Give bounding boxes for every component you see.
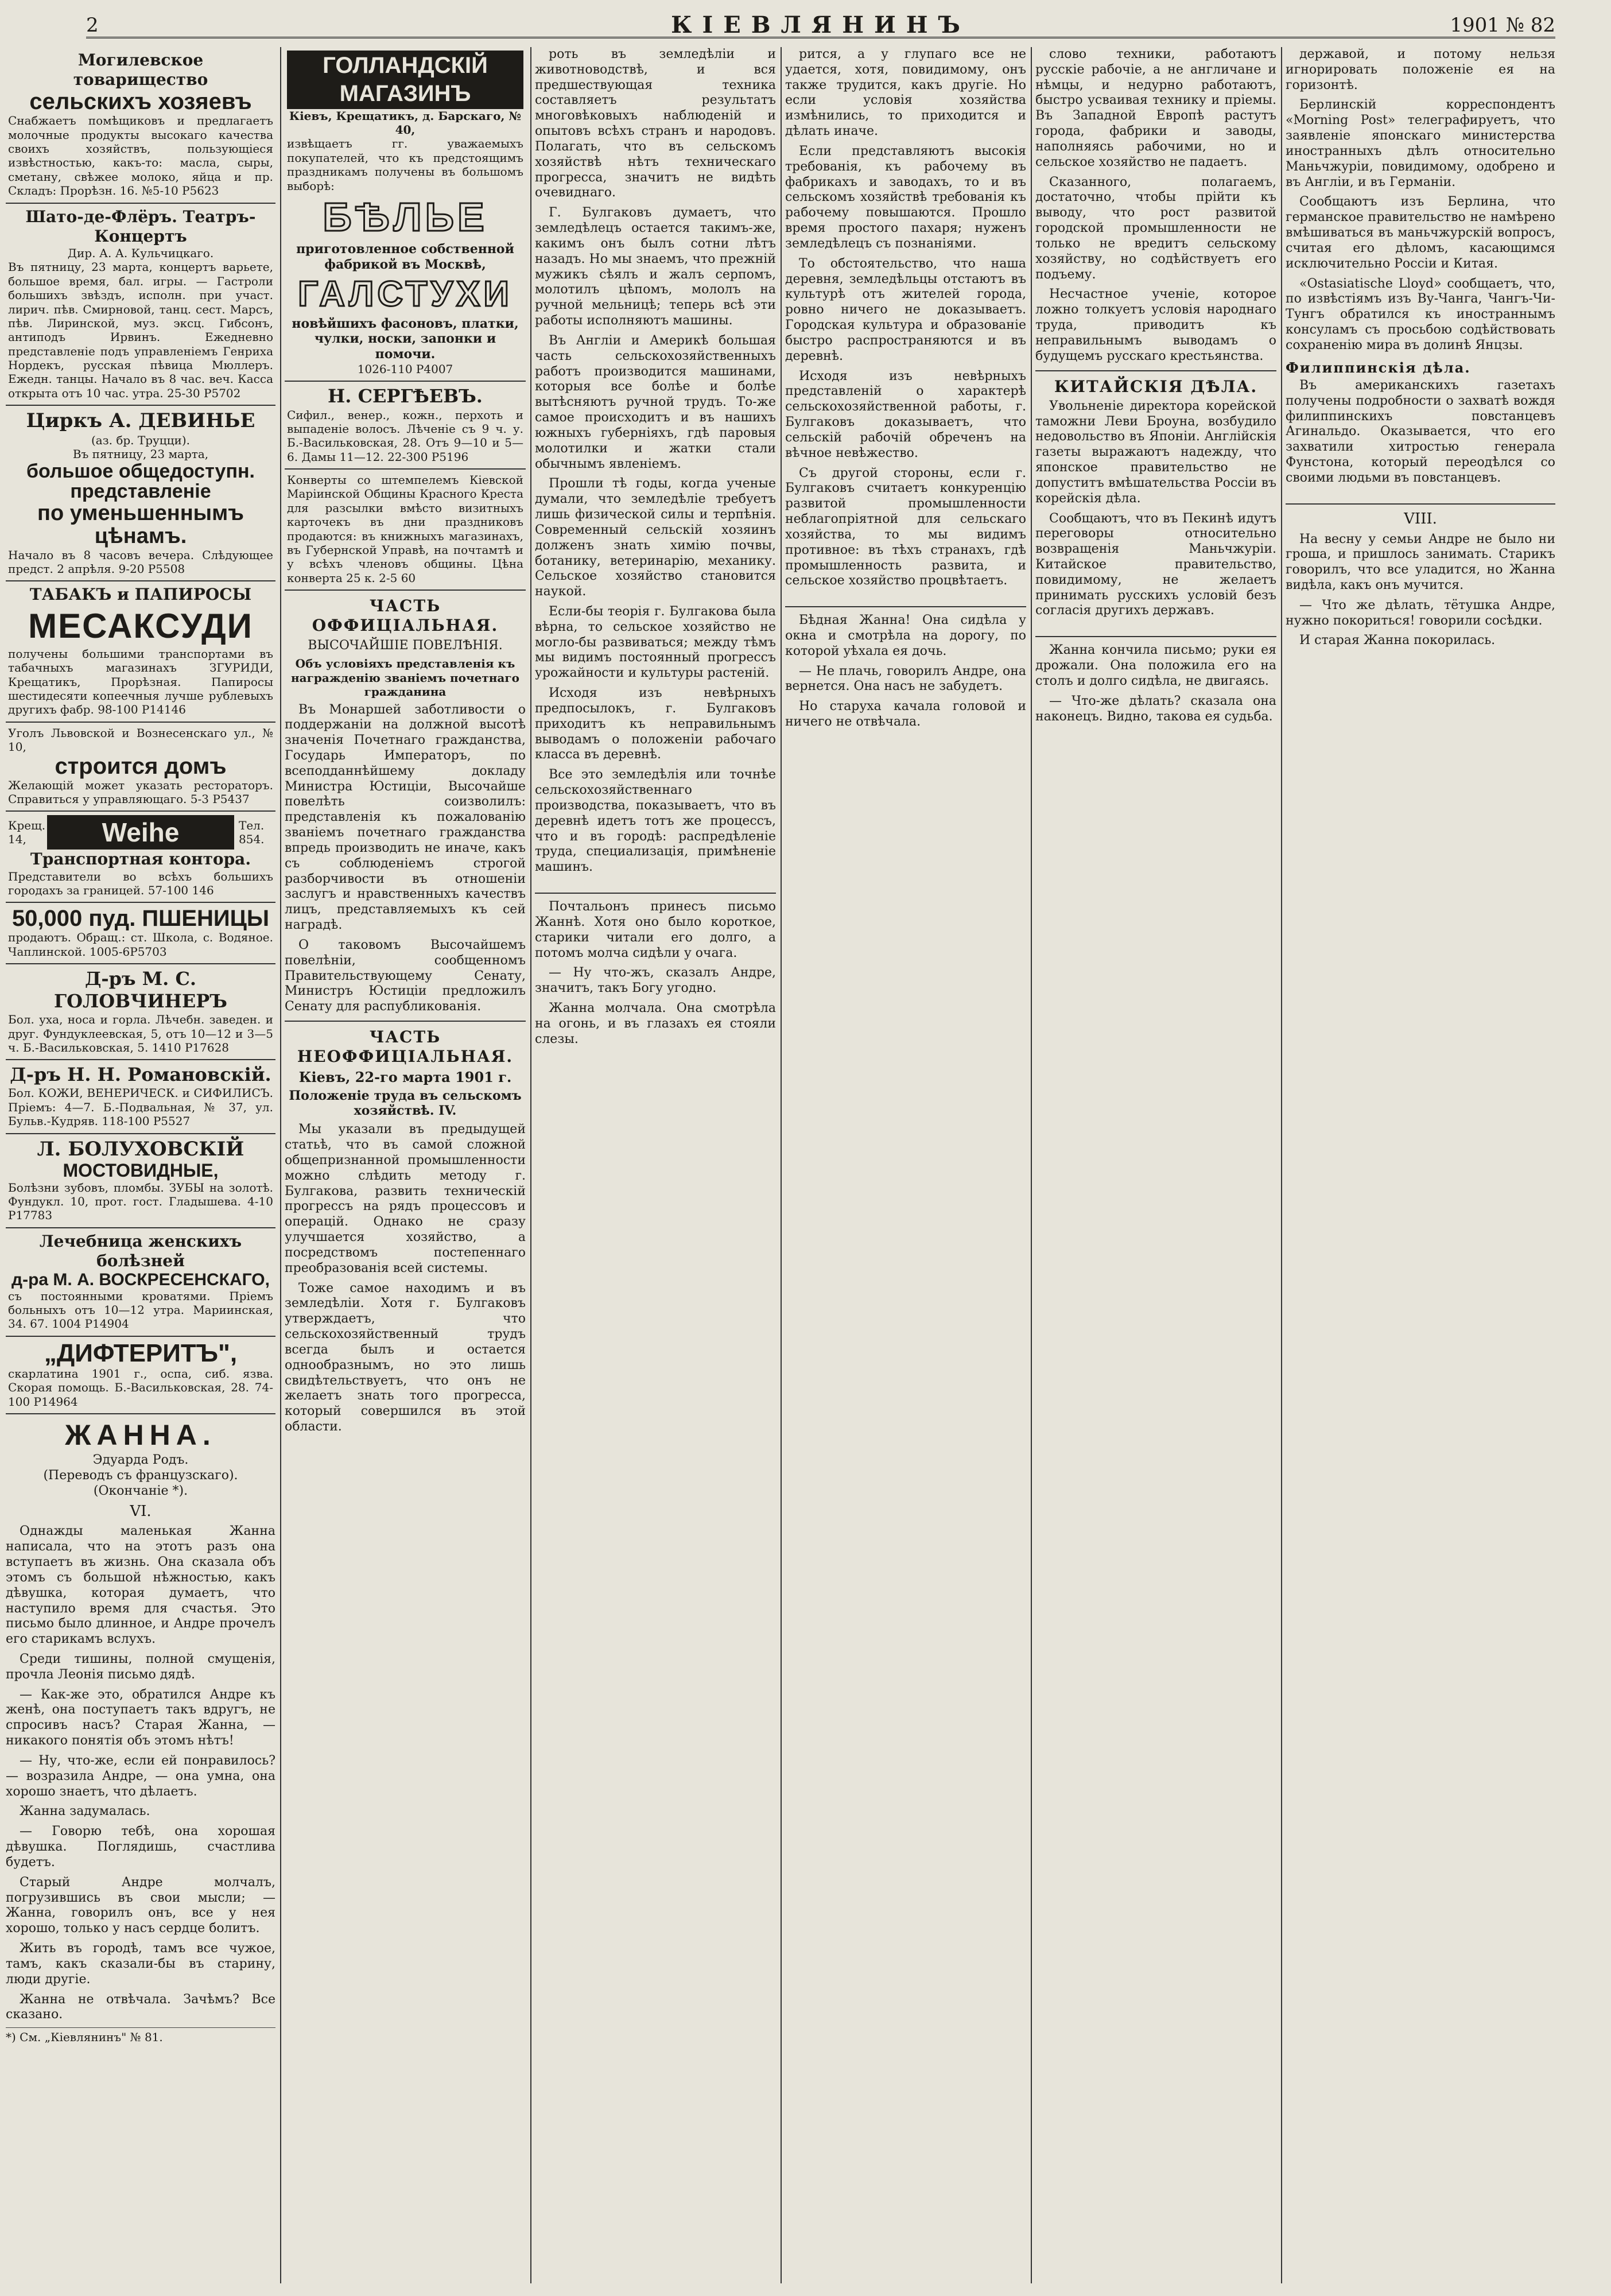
paragraph: Исходя изъ невѣрныхъ предпосылокъ, г. Булгаковъ приходитъ къ неправильнымъ выводамъ о положеніи рабочаго класса въ деревнѣ.: [535, 686, 776, 762]
paragraph: — Говорю тебѣ, она хорошая дѣвушка. Поглядишь, счастлива будетъ.: [6, 1824, 275, 1870]
ad-headline: строится домъ: [55, 753, 227, 779]
ad-address: Крещ. 14,: [8, 818, 46, 847]
paragraph: Бѣдная Жанна! Она сидѣла у окна и смотрѣла на дорогу, по которой уѣхала ея дочь.: [785, 613, 1026, 658]
paragraph: Но старуха качала головой и ничего не отвѣчала.: [785, 699, 1026, 730]
column-5: [1035, 47, 1276, 2283]
paragraph: Жить въ городѣ, тамъ все чужое, тамъ, какъ сказали-бы въ старину, люди другіе.: [6, 1941, 275, 1987]
ad-title: Могилевское товарищество: [73, 51, 208, 90]
ad-headline: по уменьшеннымъ: [37, 501, 244, 525]
column-divider: [781, 47, 782, 2283]
ad-headline: д-ра М. А. ВОСКРЕСЕНСКАГО,: [11, 1270, 270, 1290]
paragraph: слово техники, работаютъ русскіе рабочіе, а не англичане и нѣмцы, и недурно работаютъ, быстро усваивая технику и пріемы. Въ Западной Европѣ растутъ города, фабрики и заводы, наполняясь рабочими, но и сельское хозяйство не падаетъ.: [1035, 47, 1276, 169]
paragraph: Въ Монаршей заботливости о поддержаніи на должной высотѣ значенія Почетнаго гражданства, Государь Императоръ, по всеподданнѣйшему докладу Министра Юстиціи, Высочайше повелѣть соизволилъ: представленія къ пожалованію званіемъ почетнаго гражданства впредь производить не иначе, какъ съ соблюденіемъ строгой разборчивости въ отношеніи заслугъ и нравственныхъ качествъ лицъ, представляемыхъ къ сей наградѣ.: [285, 702, 526, 933]
article-title: Положеніе труда въ сельскомъ хозяйствѣ. IV.: [289, 1088, 522, 1119]
paragraph: Жанна кончила письмо; руки ея дрожали. Она положила его на столъ и долго сидѣла, не двигаясь.: [1035, 643, 1276, 688]
ad-subtitle: (аз. бр. Труцци).: [91, 433, 191, 447]
column-divider: [1031, 47, 1032, 2283]
column-3: [535, 47, 776, 2283]
ad-sergeev: [285, 382, 526, 470]
ad-subtitle: приготовленное собственной фабрикой въ Москвѣ,: [296, 242, 514, 273]
ad-code: 1026-110 Р4007: [357, 362, 453, 377]
divider: [1035, 370, 1276, 371]
ad-address: Уголъ Львовской и Вознесенскаго ул., № 10,: [8, 726, 273, 754]
paragraph: Однажды маленькая Жанна написала, что на этотъ разъ она вступаетъ въ жизнь. Она сказала объ этомъ съ большой нѣжностью, какъ дѣвушка, которая думаетъ, что наступило время для счастья. Это письмо было длинное, и Андре прочелъ его старикамъ вслухъ.: [6, 1524, 275, 1647]
ad-subtitle: Транспортная контора.: [30, 850, 251, 869]
section-subheading: ВЫСОЧАЙШІЕ ПОВЕЛѢНІЯ.: [308, 638, 503, 653]
newspaper-title: КІЕВЛЯНИНЪ: [671, 11, 971, 38]
ad-weihe: [6, 812, 275, 903]
ad-subtitle: Дир. А. А. Кульчицкаго.: [67, 246, 214, 260]
ad-headline: МЕСАКСУДИ: [28, 606, 253, 645]
chapter-number: VIII.: [1404, 510, 1437, 528]
paragraph: На весну у семьи Андре не было ни гроша, и пришлось занимать. Старикъ говорилъ, что все уладится, но Жанна видѣла, какъ онъ мучится.: [1286, 532, 1555, 592]
ad-diphtheria: [6, 1337, 275, 1414]
story-title: ЖАННА.: [65, 1419, 216, 1452]
paragraph: «Ostasiatische Lloyd» сообщаетъ, что, по извѣстіямъ изъ Ву-Чанга, Чангъ-Чи-Тунгъ обратился къ иностраннымъ консуламъ съ просьбою содѣйствовать сохраненію мира въ долинѣ Янцзы.: [1286, 276, 1555, 352]
paragraph: Если-бы теорія г. Булгакова была вѣрна, то сельское хозяйство не могло-бы развиваться; между тѣмъ мы видимъ постоянный прогрессъ урожайности и культуры растеній.: [535, 604, 776, 681]
paragraph: О таковомъ Высочайшемъ повелѣніи, сообщенномъ Правительствующему Сенату, Министръ Юстиціи предложилъ Сенату для распубликованія.: [285, 937, 526, 1014]
column-4: [785, 47, 1026, 2283]
paragraph: Если представляютъ высокія требованія, къ рабочему въ фабрикахъ и заводахъ, то и въ сельскомъ хозяйствѣ требованія къ рабочему повышаются. Прошло время простого пахаря; нуженъ земледѣлецъ съ познаніями.: [785, 144, 1026, 251]
paragraph: Прошли тѣ годы, когда ученые думали, что земледѣліе требуетъ лишь физической силы и терпѣнія. Современный сельскій хозяинъ долженъ знать химію почвы, ботанику, ветеринарію, механику. Сельское хозяйство становится наукой.: [535, 476, 776, 599]
paragraph: Сказанного, полагаемъ, достаточно, чтобы прійти къ выводу, что рост развитой городской промышленности не только не вредитъ сельскому хозяйству, но содѣйствуетъ его подъему.: [1035, 174, 1276, 282]
paragraph: Въ американскихъ газетахъ получены подробности о захватѣ вождя филиппинскихъ повстанцевъ Агинальдо. Оказывается, что его захватили хитростью генерала Фунстона, который переодѣлся со своими людьми въ повстанцевъ.: [1286, 378, 1555, 485]
paragraph: — Ну, что-же, если ей понравилось? — возразила Андре, — она умна, она хорошо знаетъ, что дѣлаетъ.: [6, 1753, 275, 1799]
ad-phone: Тел. 854.: [239, 818, 265, 847]
paragraph: — Не плачь, говорилъ Андре, она вернется. Она насъ не забудетъ.: [785, 664, 1026, 694]
ad-title: Шато-де-Флёръ. Театръ-Концертъ: [25, 207, 256, 246]
feuilleton: [6, 1418, 275, 2044]
page-number: 2: [86, 14, 99, 37]
ad-mogilev: [6, 47, 275, 204]
column-6: [1286, 47, 1555, 2283]
ad-headline: ГАЛСТУХИ: [298, 274, 513, 314]
ad-text: Болѣзни зубовъ, пломбы. ЗУБЫ на золотѣ. Фундукл. 10, прот. гост. Гладышева. 4-10 Р17783: [8, 1180, 273, 1223]
ad-text: Въ пятницу, 23 марта,: [72, 447, 209, 461]
ad-title: ТАБАКЪ и ПАПИРОСЫ: [29, 585, 252, 604]
story-note: (Переводъ съ французскаго).: [43, 1468, 238, 1483]
ad-bolukhovsky: [6, 1134, 275, 1228]
column-divider: [1281, 47, 1282, 2283]
ad-text: извѣщаетъ гг. уважаемыхъ покупателей, что къ предстоящимъ праздникамъ получены въ большомъ выборѣ:: [287, 137, 523, 193]
ad-dutch-store: [285, 47, 526, 382]
ad-headline: сельскихъ хозяевъ: [29, 89, 252, 115]
ad-title: Д-ръ М. С. ГОЛОВЧИНЕРЪ: [54, 968, 227, 1013]
ad-chateau: [6, 204, 275, 406]
ad-golovchiner: [6, 964, 275, 1060]
masthead: [86, 11, 1555, 38]
section-heading: КИТАЙСКІЯ ДѢЛА.: [1054, 377, 1258, 396]
paragraph: рится, а у глупаго все не удается, хотя, повидимому, онъ также трудится, какъ другіе. Но если условія хозяйства измѣнились, то приходится и дѣлать иначе.: [785, 47, 1026, 139]
section-heading: ЧАСТЬ ОФФИЦІАЛЬНАЯ.: [312, 596, 499, 635]
ad-address: Кіевъ, Крещатикъ, д. Барскаго, № 40,: [289, 108, 522, 137]
issue-date: 1901 № 82: [1450, 14, 1555, 37]
divider: [1286, 503, 1555, 505]
ad-text: получены большими транспортами въ табачныхъ магазинахъ ЗГУРИДИ, Крещатикъ, Прорѣзная. Папиросы шестидесяти копеечныя лучше рублевыхъ другихъ фабр. 98-100 Р14146: [8, 646, 273, 717]
paragraph: Среди тишины, полной смущенія, прочла Леонія письмо дядѣ.: [6, 1651, 275, 1682]
dateline: Кіевъ, 22-го марта 1901 г.: [298, 1069, 512, 1086]
story-continuation: (Окончаніе *).: [93, 1483, 188, 1498]
paragraph: — Что же дѣлать, тётушка Андре, нужно покориться! говорили сосѣдки.: [1286, 598, 1555, 628]
ad-text: Начало въ 8 часовъ вечера. Слѣдующее предст. 2 апрѣля. 9-20 Р5508: [8, 548, 273, 576]
ad-headline: 50,000 пуд. ПШЕНИЦЫ: [11, 906, 270, 932]
ad-circus: [6, 406, 275, 581]
paragraph: Несчастное ученіе, которое ложно толкуетъ условія народнаго труда, приводитъ къ неправильнымъ выводамъ о будущемъ русскаго крестьянства.: [1035, 287, 1276, 363]
column-1: [6, 47, 275, 2283]
divider: [1035, 636, 1276, 637]
ad-clinic: [6, 1228, 275, 1337]
paragraph: Сообщаютъ, что въ Пекинѣ идутъ переговоры относительно возвращенія Маньчжуріи. Китайское правительство, повидимому, не желаетъ принимать русскихъ условій безъ согласія другихъ державъ.: [1035, 511, 1276, 618]
paragraph: державой, и потому нельзя игнорировать положеніе ея на горизонтѣ.: [1286, 47, 1555, 92]
ad-headline: цѣнамъ.: [94, 523, 187, 548]
divider: [535, 893, 776, 894]
ad-title: Л. БОЛУХОВСКІЙ: [37, 1137, 244, 1161]
ad-text: Желающій может указать рестораторъ. Справиться у управляющаго. 5-3 Р5437: [8, 778, 273, 806]
ad-text: Въ пятницу, 23 марта, концертъ варьете, большое время, бал. игры. — Гастроли большихъ звѣздъ, исполн. при участ. лирич. пѣв. Смирновой, танц. сест. Марсъ, пѣв. Лиринской, муз. эксц. Гибсонъ, антиподъ Ирвинъ. Ежедневно представленіе подъ управленіемъ Генриха Нордекъ, русская пѣвица Мюллеръ. Ежедн. танцы. Начало въ 8 час. веч. Касса открыта отъ 10 час. утра. 25-30 Р5702: [8, 260, 273, 400]
ad-mesaksudi: [6, 581, 275, 722]
column-divider: [280, 47, 281, 2283]
ad-house: [6, 723, 275, 812]
paragraph: Жанна молчала. Она смотрѣла на огонь, и въ глазахъ ея стояли слезы.: [535, 1001, 776, 1046]
ad-subtitle: новѣйшихъ фасоновъ, платки, чулки, носки, запонки и помочи.: [292, 316, 519, 362]
paragraph: Жанна задумалась.: [20, 1804, 150, 1819]
ad-envelopes: [285, 470, 526, 591]
section-heading: ЧАСТЬ НЕОФФИЦІАЛЬНАЯ.: [297, 1027, 514, 1066]
paragraph: Исходя изъ невѣрныхъ представленій о характерѣ сельскохозяйственной работы, г. Булгаковъ доказываетъ, что сельскій рабочій обреченъ на вѣчное невѣжество.: [785, 369, 1026, 460]
ad-text: Сифил., венер., кожн., перхоть и выпаденіе волосъ. Лѣченіе съ 9 ч. у. Б.-Васильковская, 28. Отъ 9—10 и 5—6. Дамы 11—12. 22-300 Р5196: [287, 408, 523, 464]
ad-text: Снабжаетъ помѣщиковъ и предлагаетъ молочные продукты высокаго качества своихъ хозяйствъ, пользующіеся извѣстностью, какъ-то: масла, сыры, сметану, свѣжее молоко, яйца и пр. Складъ: Прорѣзн. 16. №5-10 Р5623: [8, 114, 273, 198]
paragraph: И старая Жанна покорилась.: [1299, 633, 1496, 648]
paragraph: Г. Булгаковъ думаетъ, что земледѣлецъ остается такимъ-же, какимъ онъ былъ сотни лѣтъ назадъ. Но мы знаемъ, что прежній мужикъ сѣялъ и жалъ серпомъ, молотилъ цѣпомъ, мололъ на ручной мельницѣ; теперь всѣ эти работы исполняютъ машины.: [535, 205, 776, 328]
ad-romanovsky: [6, 1060, 275, 1134]
ad-text: скарлатина 1901 г., оспа, сиб. язва. Скорая помощь. Б.-Васильковская, 28. 74-100 Р14964: [8, 1366, 273, 1409]
paragraph: Старый Андре молчалъ, погрузившись въ свои мысли; — Жанна, говорилъ онъ, все у нея хорошо, только у насъ сердце болитъ.: [6, 1875, 275, 1936]
ad-text: Конверты со штемпелемъ Кіевской Маріинской Общины Красного Креста для разсылки вмѣсто визитныхъ карточекъ въ дни праздниковъ продаются: въ книжныхъ магазинахъ, въ Губернской Управѣ, на почтамтѣ и у всѣхъ членовъ общины. Цѣна конверта 25 к. 2-5 60: [287, 473, 523, 585]
article-title: Объ условіяхъ представленія къ награжденію званіемъ почетнаго гражданина: [291, 657, 519, 699]
paragraph: Сообщаютъ изъ Берлина, что германское правительство не намѣрено вмѣшиваться въ маньчжурскій вопросъ, считая его дѣломъ, касающимся исключительно Россіи и Китая.: [1286, 195, 1555, 271]
paragraph: роть въ земледѣліи и животноводствѣ, и вся предшествующая техника составляетъ результатъ многовѣковыхъ наблюденій и опытовъ всѣхъ странъ и народовъ. Полагать, что въ сельскомъ хозяйствѣ нѣтъ техническаго прогресса, значитъ не видѣть очевиднаго.: [535, 47, 776, 200]
ad-headline: „ДИФТЕРИТЪ",: [44, 1339, 238, 1367]
paragraph: Жанна не отвѣчала. Зачѣмъ? Все сказано.: [6, 1992, 275, 2022]
section-heading: Филиппинскія дѣла.: [1286, 359, 1471, 376]
ad-headline: большое общедоступн. представленіе: [26, 460, 255, 503]
divider: [785, 606, 1026, 607]
ad-title: Н. СЕРГѢЕВЪ.: [328, 385, 483, 408]
ad-text: съ постоянными кроватями. Пріемъ больныхъ отъ 10—12 утра. Мариинская, 34. 67. 1004 Р14904: [8, 1289, 273, 1331]
ad-title: Лечебница женскихъ болѣзней: [39, 1231, 242, 1270]
ad-headline: МОСТОВИДНЫЕ,: [63, 1160, 219, 1181]
ad-text: Бол. КОЖИ, ВЕНЕРИЧЕСК. и СИФИЛИСЪ. Пріемъ: 4—7. Б.-Подвальная, № 37, ул. Бульв.-Кудряв. 118-100 Р5527: [8, 1086, 273, 1128]
paragraph: — Что-же дѣлать? сказала она наконецъ. Видно, такова ея судьба.: [1035, 693, 1276, 724]
chapter-number: VI.: [130, 1502, 152, 1520]
paragraph: Берлинскій корреспондентъ «Morning Post» телеграфируетъ, что заявленіе японскаго министерства иностранныхъ дѣлъ относительно Маньчжуріи, повидимому, одобрено и въ Англіи, и въ Германіи.: [1286, 98, 1555, 189]
ad-text: Бол. уха, носа и горла. Лѣчебн. заведен. и друг. Фундуклеевская, 5, отъ 10—12 и 3—5 ч. Б.-Васильковская, 5. 1410 Р17628: [8, 1013, 273, 1054]
ad-headline: БѢЛЬЕ: [323, 194, 488, 239]
paragraph: Почтальонъ принесъ письмо Жаннѣ. Хотя оно было короткое, старики читали его долго, а потомъ молча сидѣли у очага.: [535, 899, 776, 960]
paragraph: Все это земледѣлія или точнѣе сельскохозяйственнаго производства, показываетъ, что въ деревнѣ идетъ тотъ же процессъ, что и въ городѣ: распредѣленіе труда, специализація, примѣненіе машинъ.: [535, 767, 776, 875]
ad-title: ГОЛЛАНДСКІЙ МАГАЗИНЪ: [287, 51, 523, 109]
paragraph: Въ Англіи и Америкѣ большая часть сельскохозяйственныхъ работъ производится машинами, которыя все болѣе и болѣе вытѣсняютъ ручной трудъ. То-же самое происходитъ и въ нашихъ южныхъ губерніяхъ, гдѣ паровыя молотилки и жатки стали обычнымъ явленіемъ.: [535, 333, 776, 471]
weihe-logo: Weihe: [47, 815, 234, 850]
ad-title: Д-ръ Н. Н. Романовскій.: [10, 1064, 271, 1086]
footnote: *) См. „Кіевлянинъ" № 81.: [6, 2027, 275, 2044]
column-divider: [530, 47, 531, 2283]
paragraph: Увольненіе директора корейской таможни Леви Броуна, возбудило недовольство въ Японіи. Англійскія газеты выражаютъ надежду, что японское правительство не допуститъ вмѣшательства Россіи въ корейскія дѣла.: [1035, 398, 1276, 506]
ad-title: Циркъ А. ДЕВИНЬЕ: [26, 409, 255, 433]
paragraph: Мы указали въ предыдущей статьѣ, что въ самой сложной общепризнанной промышленности можно слѣдить методу г. Булгакова, развить техническій прогрессъ на рядъ процессовъ и операцій. Однако не сразу улучшается хозяйство, а посредствомъ постепеннаго преобразованія всей системы.: [285, 1122, 526, 1275]
ad-text: продаютъ. Обращ.: ст. Школа, с. Водяное. Чаплинской. 1005-6Р5703: [8, 930, 273, 959]
paragraph: Тоже самое находимъ и въ земледѣліи. Хотя г. Булгаковъ утверждаетъ, что сельскохозяйственный трудъ всегда былъ и остается однообразнымъ, но это лишь свидѣтельствуетъ, что онъ не желаетъ знать того прогресса, который совершился въ этой области.: [285, 1281, 526, 1434]
column-2: [285, 47, 526, 2283]
paragraph: То обстоятельство, что наша деревня, земледѣльцы отстаютъ въ культурѣ отъ жителей города, ровно ничего не доказываетъ. Городская культура и образованіе быстро распространяются и въ деревнѣ.: [785, 256, 1026, 363]
story-author: Эдуарда Родъ.: [92, 1453, 189, 1468]
paragraph: — Как-же это, обратился Андре къ женѣ, она поступаетъ такъ вдругъ, не спросивъ насъ? Старая Жанна, — никакого понятія объ этомъ нѣтъ!: [6, 1687, 275, 1748]
ad-wheat: [6, 903, 275, 964]
paragraph: — Ну что-жъ, сказалъ Андре, значитъ, такъ Богу угодно.: [535, 965, 776, 996]
divider: [285, 1021, 526, 1022]
paragraph: Съ другой стороны, если г. Булгаковъ считаетъ конкуренцію развитой промышленности неблагопріятной для сельскаго хозяйства, то мы видимъ противное: въ тѣхъ странахъ, гдѣ промышленность развита, и сельское хозяйство процвѣтаетъ.: [785, 466, 1026, 588]
ad-text: Представители во всѣхъ большихъ городахъ за границей. 57-100 146: [8, 869, 273, 897]
